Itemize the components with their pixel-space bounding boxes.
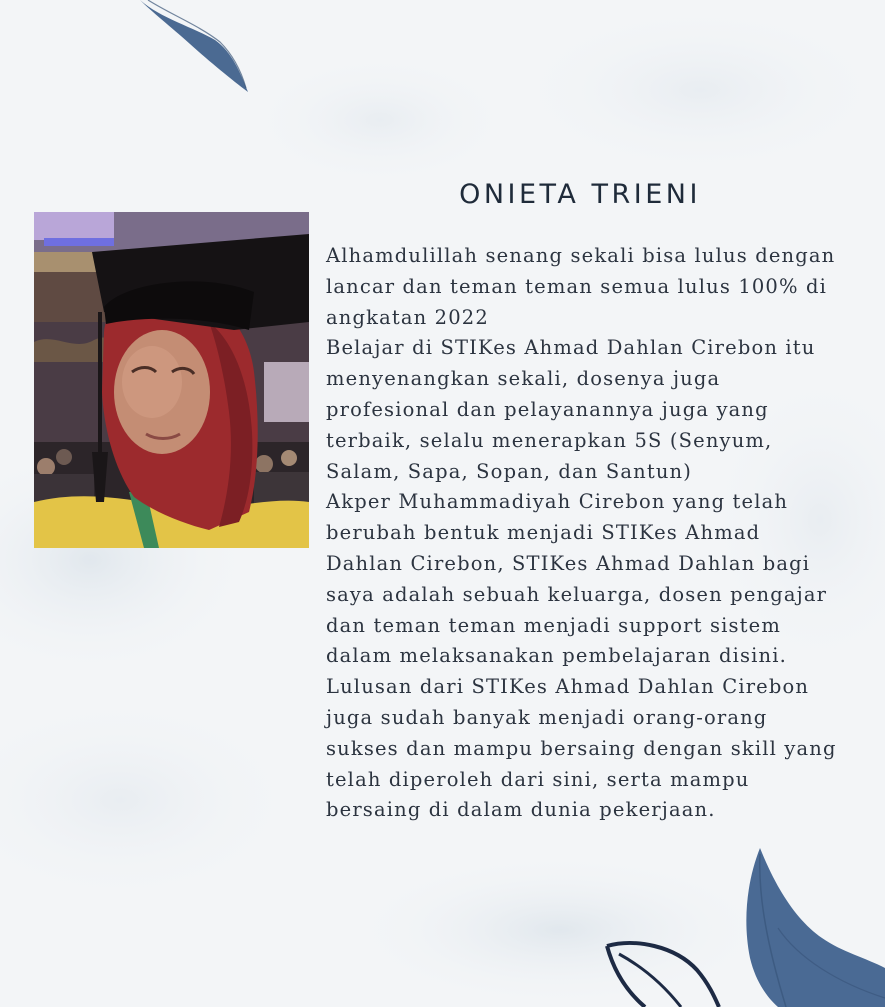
person-name: ONIETA TRIENI (459, 179, 701, 210)
leaf-decoration-bottom (738, 848, 885, 1007)
testimonial-text: Alhamdulillah senang sekali bisa lulus dengan lancar dan teman teman semua lulus 100% di angkatan 2022 Belajar di STIKes Ahmad Dahlan Cirebon itu menyenangkan sekali, dosenya juga profesional dan pelayanannya juga yang terbaik, selalu menerapkan 5S (Senyum, Salam, Sapa, Sopan, dan Santun) Akper Muhammadiyah Cirebon yang telah berubah bentuk menjadi STIKes Ahmad Dahlan Cirebon, STIKes Ahmad Dahlan bagi saya adalah sebuah keluarga, dosen pengajar dan teman teman menjadi support sistem dalam melaksanakan pembelajaran disini. Lulusan dari STIKes Ahmad Dahlan Cirebon juga sudah banyak menjadi orang-orang sukses dan mampu bersaing dengan skill yang telah diperoleh dari sini, serta mampu bersaing di dalam dunia pekerjaan. (326, 244, 837, 822)
leaf-outline-decoration (605, 940, 725, 1007)
leaf-decoration-top (140, 0, 252, 95)
graduate-photo (34, 212, 309, 548)
